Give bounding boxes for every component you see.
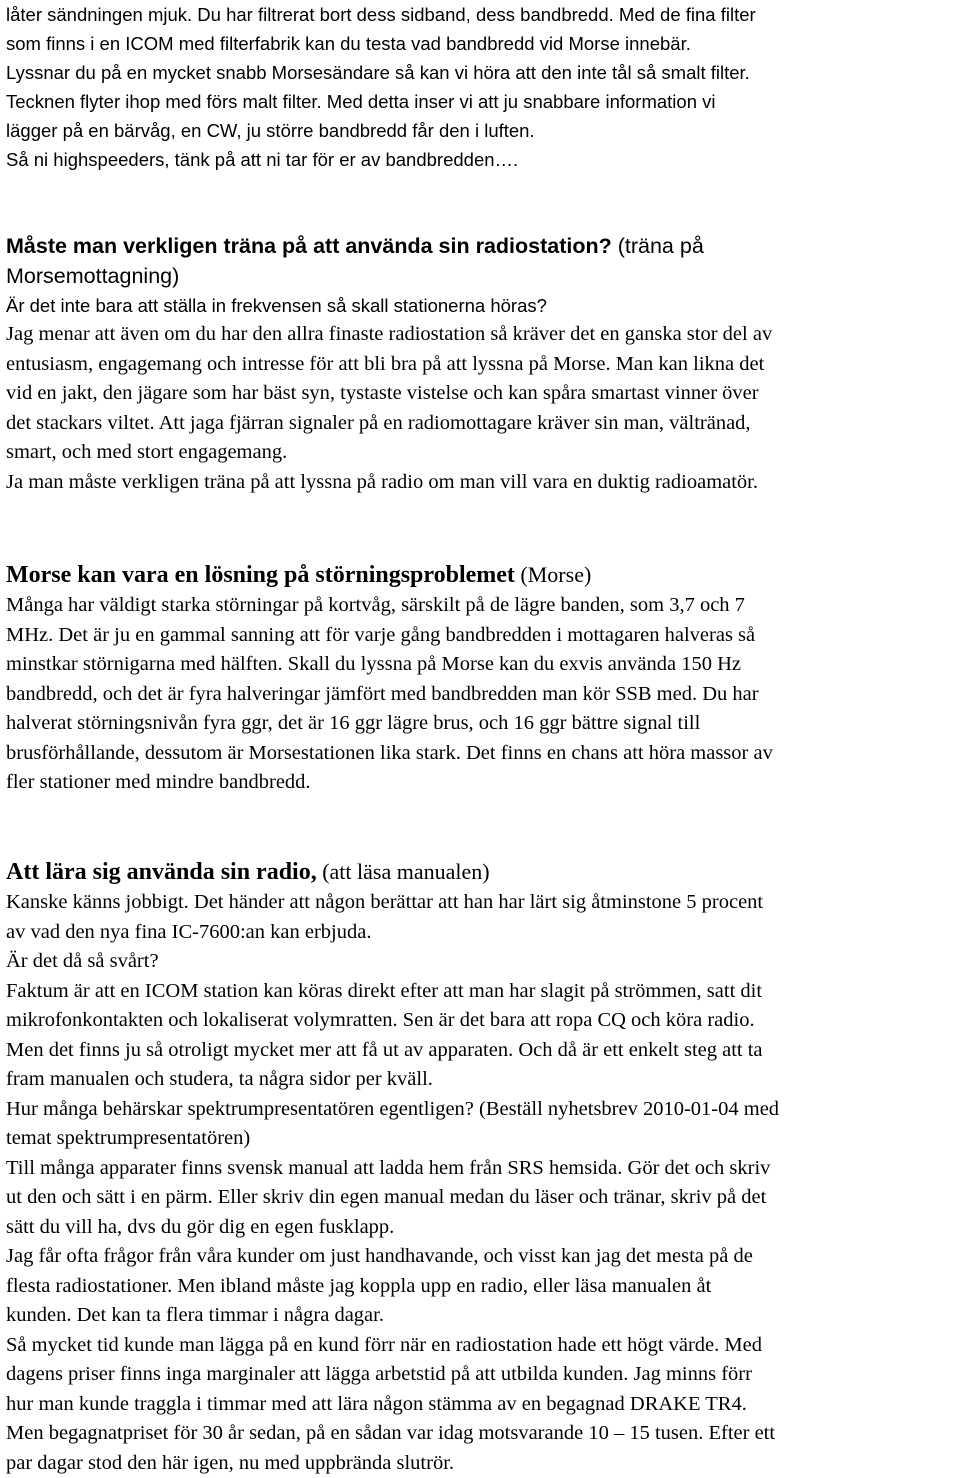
body-line: det stackars viltet. Att jaga fjärran signaler på en radiomottagare kräver sin man, vältränad, [6, 409, 772, 439]
body-line: Men det finns ju så otroligt mycket mer att få ut av apparaten. Och då är ett enkelt steg att ta [6, 1036, 779, 1066]
heading-normal: (att läsa manualen) [317, 859, 490, 884]
section-manual [6, 856, 779, 1478]
intro-line: Lyssnar du på en mycket snabb Morsesändare så kan vi höra att den inte tål så smalt filter. [6, 58, 756, 87]
body-line: halverat störningsnivån fyra ggr, det är 16 ggr lägre brus, och 16 ggr bättre signal till [6, 709, 773, 739]
section-training-heading [6, 231, 772, 291]
body-line: Men begagnatpriset för 30 år sedan, på en sådan var idag motsvarande 10 – 15 tusen. Efter ett [6, 1419, 779, 1449]
body-line: temat spektrumpresentatören) [6, 1124, 779, 1154]
body-line: Är det då så svårt? [6, 947, 779, 977]
body-line: Faktum är att en ICOM station kan köras direkt efter att man har slagit på strömmen, satt dit [6, 977, 779, 1007]
intro-line: Så ni highspeeders, tänk på att ni tar för er av bandbredden…. [6, 145, 756, 174]
section-morse-body [6, 591, 773, 798]
body-line: Ja man måste verkligen träna på att lyssna på radio om man vill vara en duktig radioamatör. [6, 468, 772, 498]
body-line: Till många apparater finns svensk manual att ladda hem från SRS hemsida. Gör det och skriv [6, 1154, 779, 1184]
section-morse [6, 559, 773, 798]
body-line: mikrofonkontakten och lokaliserat volymratten. Sen är det bara att ropa CQ och köra radio. [6, 1006, 779, 1036]
body-line: Jag menar att även om du har den allra finaste radiostation så kräver det en ganska stor del av [6, 320, 772, 350]
body-line: hur man kunde traggla i timmar med att lära någon stämma av en begagnad DRAKE TR4. [6, 1390, 779, 1420]
body-line: brusförhållande, dessutom är Morsestationen lika stark. Det finns en chans att höra massor av [6, 739, 773, 769]
body-line: Jag får ofta frågor från våra kunder om just handhavande, och visst kan jag det mesta på de [6, 1242, 779, 1272]
body-line: entusiasm, engagemang och intresse för att bli bra på att lyssna på Morse. Man kan likna det [6, 350, 772, 380]
body-line: bandbredd, och det är fyra halveringar jämfört med bandbredden man kör SSB med. Du har [6, 680, 773, 710]
body-line: Så mycket tid kunde man lägga på en kund förr när en radiostation hade ett högt värde. Med [6, 1331, 779, 1361]
section-training-body [6, 320, 772, 497]
question-line: Är det inte bara att ställa in frekvensen så skall stationerna höras? [6, 291, 772, 320]
heading-normal: (Morse) [515, 562, 591, 587]
body-line: fram manualen och studera, ta några sidor per kväll. [6, 1065, 779, 1095]
intro-line: lägger på en bärvåg, en CW, ju större bandbredd får den i luften. [6, 116, 756, 145]
body-line: fler stationer med mindre bandbredd. [6, 768, 773, 798]
intro-line: som finns i en ICOM med filterfabrik kan du testa vad bandbredd vid Morse innebär. [6, 29, 756, 58]
body-line: MHz. Det är ju en gammal sanning att för varje gång bandbredden i mottagaren halveras så [6, 621, 773, 651]
intro-paragraph [6, 0, 756, 174]
section-manual-body [6, 888, 779, 1478]
body-line: Hur många behärskar spektrumpresentatören egentligen? (Beställ nyhetsbrev 2010-01-04 med [6, 1095, 779, 1125]
body-line: Kanske känns jobbigt. Det händer att någon berättar att han har lärt sig åtminstone 5 procent [6, 888, 779, 918]
section-training [6, 231, 772, 497]
body-line: av vad den nya fina IC-7600:an kan erbjuda. [6, 918, 779, 948]
section-manual-heading [6, 856, 779, 888]
heading-normal-continued: Morsemottagning) [6, 261, 772, 291]
body-line: vid en jakt, den jägare som har bäst syn, tystaste vistelse och kan spåra smartast vinner över [6, 379, 772, 409]
body-line: flesta radiostationer. Men ibland måste jag koppla upp en radio, eller läsa manualen åt [6, 1272, 779, 1302]
section-training-question [6, 291, 772, 320]
body-line: minstkar störnigarna med hälften. Skall du lyssna på Morse kan du exvis använda 150 Hz [6, 650, 773, 680]
body-line: sätt du vill ha, dvs du gör dig en egen fusklapp. [6, 1213, 779, 1243]
body-line: Många har väldigt starka störningar på kortvåg, särskilt på de lägre banden, som 3,7 och 7 [6, 591, 773, 621]
section-morse-heading [6, 559, 773, 591]
body-line: dagens priser finns inga marginaler att lägga arbetstid på att utbilda kunden. Jag minns förr [6, 1360, 779, 1390]
intro-line: låter sändningen mjuk. Du har filtrerat bort dess sidband, dess bandbredd. Med de fina filter [6, 0, 756, 29]
body-line: ut den och sätt i en pärm. Eller skriv din egen manual medan du läser och tränar, skriv på det [6, 1183, 779, 1213]
heading-bold: Morse kan vara en lösning på störningsproblemet [6, 562, 515, 588]
heading-bold: Att lära sig använda sin radio, [6, 859, 317, 885]
body-line: kunden. Det kan ta flera timmar i några dagar. [6, 1301, 779, 1331]
heading-bold: Måste man verkligen träna på att använda sin radiostation? [6, 234, 612, 258]
body-line: smart, och med stort engagemang. [6, 438, 772, 468]
intro-line: Tecknen flyter ihop med förs malt filter. Med detta inser vi att ju snabbare information vi [6, 87, 756, 116]
body-line: par dagar stod den här igen, nu med uppbrända slutrör. [6, 1449, 779, 1478]
heading-normal: (träna på [612, 234, 704, 258]
